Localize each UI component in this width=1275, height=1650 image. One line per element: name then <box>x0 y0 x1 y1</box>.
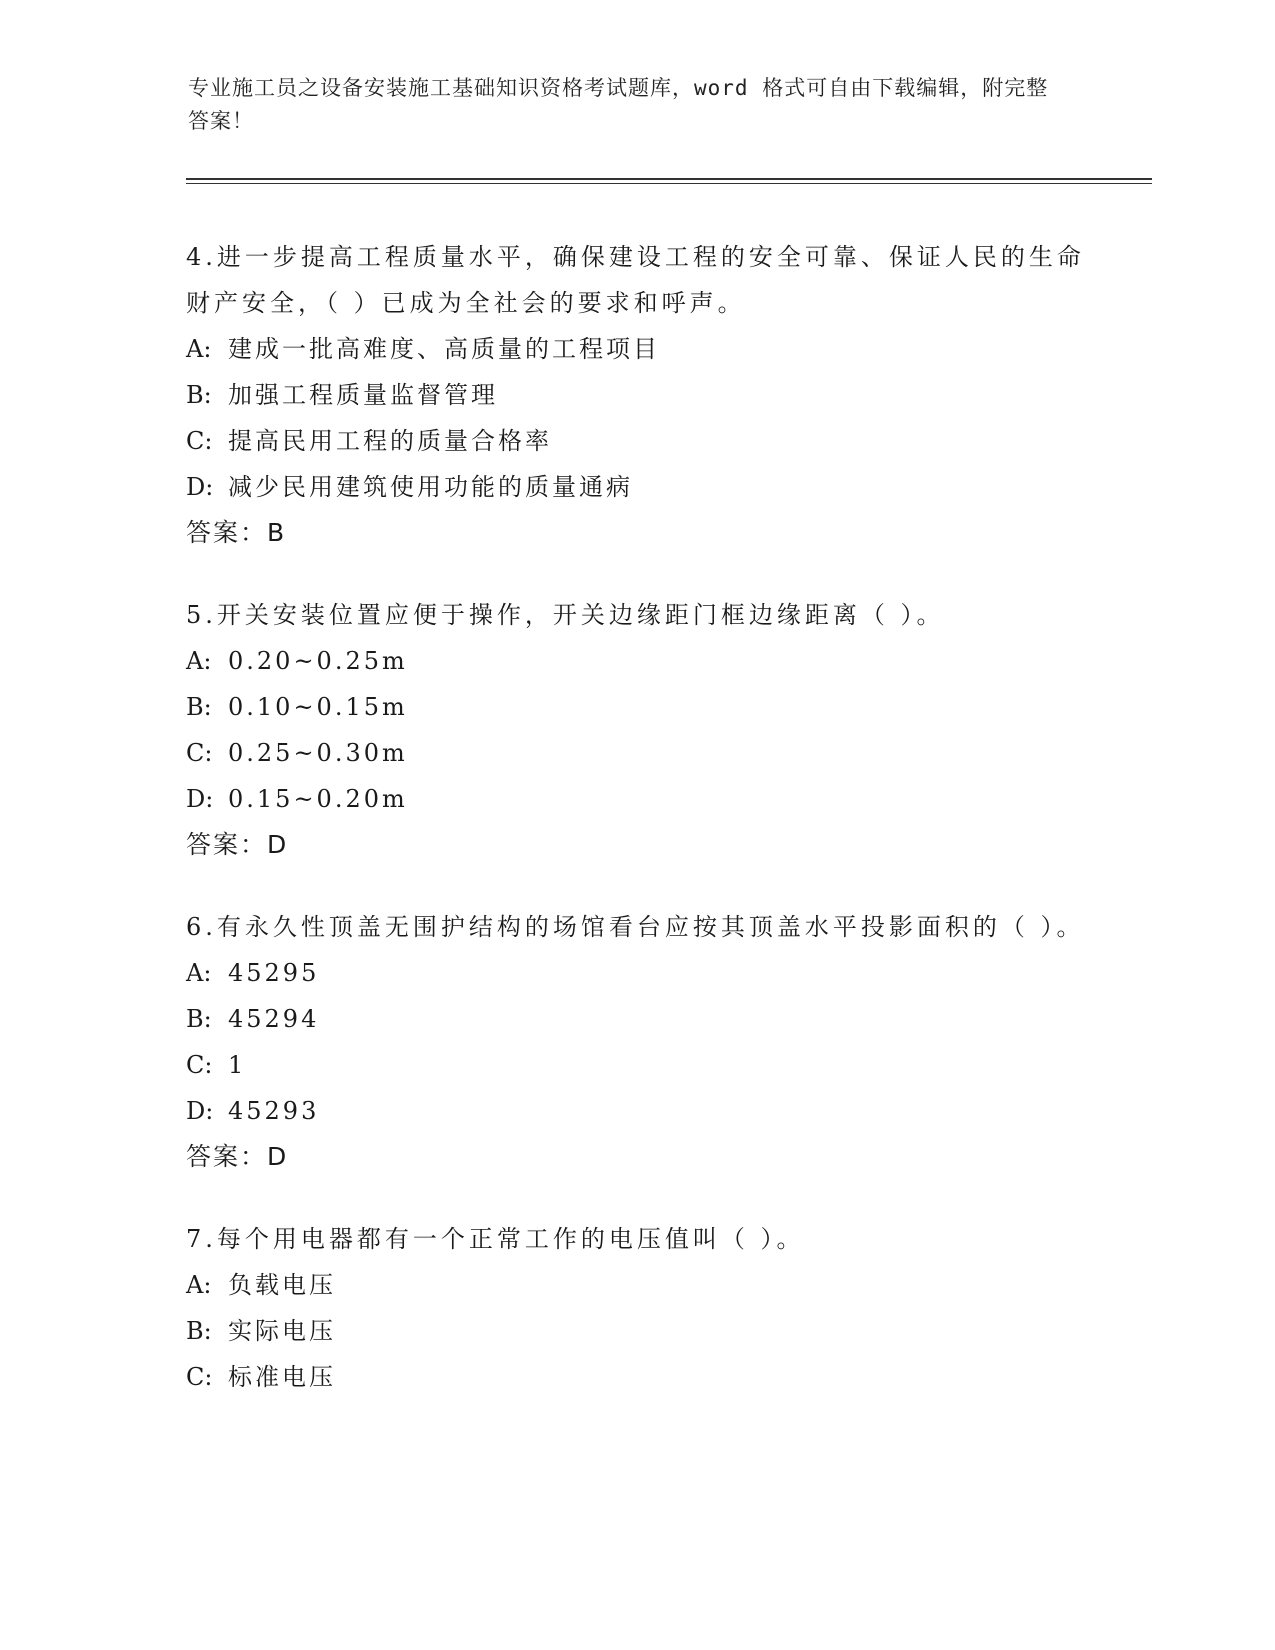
option-a <box>186 950 1086 996</box>
option-text: 负载电压 <box>228 1271 336 1299</box>
option-letter: C: <box>186 1363 213 1391</box>
option-letter: B: <box>186 1005 212 1033</box>
option-d <box>186 464 1086 510</box>
option-text: 0.25~0.30m <box>228 739 408 767</box>
question-5 <box>186 592 1086 868</box>
option-letter: A: <box>186 1271 212 1299</box>
answer-label: 答案：B <box>186 518 287 547</box>
option-text: 加强工程质量监督管理 <box>228 381 498 409</box>
question-text: 6.有永久性顶盖无围护结构的场馆看台应按其顶盖水平投影面积的（ ）。 <box>186 913 1085 941</box>
option-text: 45293 <box>228 1097 320 1125</box>
option-b <box>186 1308 1086 1354</box>
option-d <box>186 1088 1086 1134</box>
header-rule-thin <box>186 183 1152 184</box>
question-4 <box>186 234 1086 556</box>
option-letter: A: <box>186 335 212 363</box>
header-rule-thick <box>186 178 1152 180</box>
question-text: 4.进一步提高工程质量水平，确保建设工程的安全可靠、保证人民的生命财产安全，（ ）已成为全社会的要求和呼声。 <box>186 243 1085 317</box>
option-letter: C: <box>186 427 213 455</box>
option-a <box>186 326 1086 372</box>
option-letter: A: <box>186 647 212 675</box>
option-c <box>186 1042 1086 1088</box>
option-a <box>186 1262 1086 1308</box>
option-c <box>186 730 1086 776</box>
option-text: 1 <box>228 1051 247 1079</box>
question-7 <box>186 1216 1086 1400</box>
option-text: 45294 <box>228 1005 320 1033</box>
option-text: 0.10~0.15m <box>228 693 408 721</box>
option-a <box>186 638 1086 684</box>
option-letter: B: <box>186 1317 212 1345</box>
option-text: 0.20~0.25m <box>228 647 408 675</box>
option-letter: B: <box>186 693 212 721</box>
option-letter: D: <box>186 473 214 501</box>
option-letter: C: <box>186 739 213 767</box>
answer-label: 答案：D <box>186 1142 289 1171</box>
option-text: 提高民用工程的质量合格率 <box>228 427 552 455</box>
option-text: 0.15~0.20m <box>228 785 408 813</box>
option-d <box>186 776 1086 822</box>
option-letter: A: <box>186 959 212 987</box>
question-text: 7.每个用电器都有一个正常工作的电压值叫（ ）。 <box>186 1225 805 1253</box>
option-text: 标准电压 <box>228 1363 336 1391</box>
option-b <box>186 372 1086 418</box>
option-text: 实际电压 <box>228 1317 336 1345</box>
header-title: 专业施工员之设备安装施工基础知识资格考试题库，word 格式可自由下载编辑，附完整答案！ <box>188 76 1049 133</box>
option-letter: B: <box>186 381 212 409</box>
option-c <box>186 418 1086 464</box>
question-list <box>186 234 1086 1436</box>
option-letter: C: <box>186 1051 213 1079</box>
option-text: 减少民用建筑使用功能的质量通病 <box>228 473 633 501</box>
option-letter: D: <box>186 785 214 813</box>
option-text: 45295 <box>228 959 320 987</box>
question-6 <box>186 904 1086 1180</box>
answer-label: 答案：D <box>186 830 289 859</box>
page-header <box>188 72 1068 138</box>
option-b <box>186 996 1086 1042</box>
option-c <box>186 1354 1086 1400</box>
option-b <box>186 684 1086 730</box>
option-letter: D: <box>186 1097 214 1125</box>
question-text: 5.开关安装位置应便于操作，开关边缘距门框边缘距离（ ）。 <box>186 601 945 629</box>
option-text: 建成一批高难度、高质量的工程项目 <box>228 335 660 363</box>
